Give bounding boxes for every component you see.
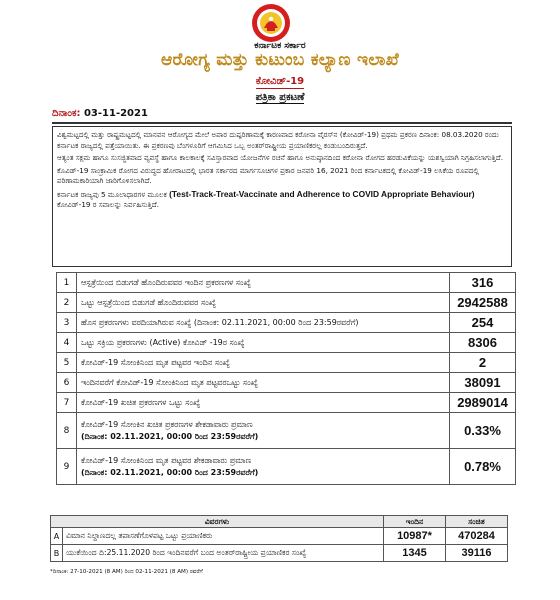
row-number: 4 [57, 333, 77, 353]
row-description: ಹೊಸ ಪ್ರಕರಣಗಳು ವರದಿಯಾಗಿರುವ ಸಂಖ್ಯೆ (ದಿನಾಂಕ: 02.11.2021, 00:00 ರಿಂದ 23:59ರವರೆಗೆ) [77, 313, 450, 333]
row-number: 7 [57, 393, 77, 413]
row-cumulative-value: 470284 [446, 528, 508, 545]
row-number: 2 [57, 293, 77, 313]
table-row [57, 449, 516, 485]
row-number: 3 [57, 313, 77, 333]
department-title: ಆರೋಗ್ಯ ಮತ್ತು ಕುಟುಂಬ ಕಲ್ಯಾಣ ಇಲಾಖೆ [160, 50, 400, 70]
table-row [57, 413, 516, 449]
row-value: 0.78% [450, 449, 516, 485]
row-key: A [51, 528, 63, 545]
row-number: 9 [57, 449, 77, 485]
row-number: 8 [57, 413, 77, 449]
release-date [52, 108, 148, 119]
intro-p4-pre: ಕರ್ನಾಟಕ ರಾಜ್ಯವು 5 ಮೂಲಾಧಾರಗಳ ಮೂಲಕ [57, 189, 170, 199]
row-cumulative-value: 39116 [446, 545, 508, 562]
government-name: ಕರ್ನಾಟಕ ಸರ್ಕಾರ [254, 41, 306, 51]
table-row [57, 393, 516, 413]
table-row [57, 353, 516, 373]
row-description: ವಿಮಾನ ನಿಲ್ದಾಣದಲ್ಲ ತಪಾಸಣೆಗೊಳಪಟ್ಟ ಒಟ್ಟು ಪ್ರಯಾಣಿಕರು [63, 528, 384, 545]
table-row [57, 293, 516, 313]
table-header-row [51, 516, 508, 528]
row-description [77, 449, 450, 485]
table-row [51, 528, 508, 545]
row-description: ಕೋವಿಡ್-19 ಸೋಂಕಿನಿಂದ ಮೃತ ಪಟ್ಟವರ ಇಂದಿನ ಸಂಖ್ಯೆ [77, 353, 450, 373]
table-row [57, 313, 516, 333]
date-value: 03-11-2021 [83, 108, 148, 119]
intro-p4-post: ಕೋವಿಡ್-19 ರ ಸವಾಲನ್ನು ನಿರ್ವಹಿಸುತ್ತಿದೆ. [57, 200, 160, 209]
date-label: ದಿನಾಂಕ: [52, 108, 81, 119]
row-key: B [51, 545, 63, 562]
row-value: 254 [450, 313, 516, 333]
footnote: *ದಿನಾಂಕ: 27-10-2021 (8 AM) ರಿಂದ 02-11-2021 (8 AM) ರವರೆಗೆ [50, 569, 203, 575]
intro-paragraph-1: ವಿಶ್ವಮಟ್ಟದಲ್ಲಿ ಮತ್ತು ರಾಷ್ಟ್ರಮಟ್ಟದಲ್ಲಿ ಮಾನವನ ಆರೋಗ್ಯದ ಮೇಲೆ ಅಪಾರ ದುಷ್ಪರಿಣಾಮಕ್ಕೆ ಕಾರಣವಾದ ಕರೋನಾ ವೈರಸ್‌ನ (ಕೋವಿಡ್-19) ಪ್ರಥಮ ಪ್ರಕರಣ ದಿನಾಂಕ: 08.03.2020 ರಂದು ಕರ್ನಾಟಕ ರಾಜ್ಯದಲ್ಲಿ ಪತ್ತೆಯಾಯಿತು. ಈ ಪ್ರಕರಣವು ಬೆಂಗಳೂರಿಗೆ ಆಗಮಿಸಿದ ಒಬ್ಬ ಅಂತರ್‌ರಾಷ್ಟ್ರೀಯ ಪ್ರಯಾಣಿಕರಲ್ಲ ಕಂಡುಬಂದಿರುತ್ತದೆ. [57, 130, 499, 150]
row-value: 2989014 [450, 393, 516, 413]
travellers-table [50, 515, 508, 562]
press-release-heading [0, 92, 560, 103]
intro-p4-en: (Test-Track-Treat-Vaccinate and Adherence to COVID Appropriate Behaviour) [169, 188, 475, 199]
header-cumulative: ಸಂಚಿತ [446, 516, 508, 528]
intro-paragraph-2: ಆತ್ಯಂತ ಸಕ್ಷಮ ಹಾಗೂ ಸುಸಜ್ಜಿತವಾದ ವ್ಯವಸ್ಥೆ ಹಾಗೂ ಕಾಲಕಾಲಕ್ಕೆ ಸವಿಸ್ತಾರವಾದ ಯೋಜನೆಗಳ ರಚನೆ ಹಾಗೂ ಅನುಷ್ಠಾನದಿಂದ ಕರೋನಾ ರೋಗದ ಹರಡುವಿಕೆಯನ್ನು ಯಶಸ್ವಿಯಾಗಿ ನಿಗ್ರಹಿಸಲಾಗುತ್ತಿದೆ. [57, 153, 503, 162]
intro-paragraph-4 [57, 189, 507, 211]
row-today-value: 10987* [384, 528, 446, 545]
row-value: 316 [450, 273, 516, 293]
row-number: 1 [57, 273, 77, 293]
divider [52, 122, 512, 124]
table-row [57, 333, 516, 353]
header-today: ಇಂದಿನ [384, 516, 446, 528]
row-value: 0.33% [450, 413, 516, 449]
row-description: ಕೋವಿಡ್-19 ಖಚಿತ ಪ್ರಕರಣಗಳ ಒಟ್ಟು ಸಂಖ್ಯೆ [77, 393, 450, 413]
covid-heading [0, 76, 560, 87]
row-description: ಆಸ್ಪತ್ರೆಯಿಂದ ಬಿಡುಗಡೆ ಹೊಂದಿರುವವರ ಇಂದಿನ ಪ್ರಕರಣಗಳ ಸಂಖ್ಯೆ [77, 273, 450, 293]
row-number: 5 [57, 353, 77, 373]
row-value: 2942588 [450, 293, 516, 313]
row-description: ಇಂದಿನವರೆಗೆ ಕೋವಿಡ್-19 ಸೋಂಕಿನಿಂದ ಮೃತ ಪಟ್ಟವರಒಟ್ಟು ಸಂಖ್ಯೆ [77, 373, 450, 393]
row-description-main: ಕೋವಿಡ್-19 ಸೋಂಕಿನ ಖಚಿತ ಪ್ರಕರಣಗಳ ಶೇಕಡಾವಾರು ಪ್ರಮಾಣ [81, 419, 253, 429]
header-details: ವಿವರಗಳು [51, 516, 384, 528]
row-description [77, 413, 450, 449]
row-value: 38091 [450, 373, 516, 393]
intro-box [52, 126, 512, 267]
row-description-sub: (ದಿನಾಂಕ: 02.11.2021, 00:00 ರಿಂದ 23:59ರವರೆಗೆ) [81, 431, 259, 441]
row-number: 6 [57, 373, 77, 393]
table-row [51, 545, 508, 562]
covid-stats-table [56, 272, 516, 485]
row-description: ಒಟ್ಟು ಆಸ್ಪತ್ರೆಯಿಂದ ಬಿಡುಗಡೆ ಹೊಂದಿರುವವರ ಸಂಖ್ಯೆ [77, 293, 450, 313]
row-description: ಯುಕೆಯಿಂದ ದಿ:25.11.2020 ರಿಂದ ಇಂದಿನವರೆಗೆ ಬಂದ ಅಂತರ್‌ರಾಷ್ಟ್ರೀಯ ಪ್ರಯಾಣಿಕರ ಸಂಖ್ಯೆ [63, 545, 384, 562]
karnataka-emblem-icon [247, 2, 295, 44]
table-row [57, 273, 516, 293]
intro-paragraph-3: ಕೊವಿಡ್-19 ಸಾಂಕ್ರಾಮಿಕ ರೋಗದ ವಿರುದ್ಧದ ಹೋರಾಟದಲ್ಲಿ ಭಾರತ ಸರ್ಕಾರದ ಮಾರ್ಗಸೂಚಿಗಳ ಪ್ರಕಾರ ಜನವರಿ 16, 2021 ರಿಂದ ಕರ್ನಾಟಕದಲ್ಲಿ ಕೋವಿಡ್-19 ಲಸಿಕೆಯ ರೂಪದಲ್ಲಿ ಪರಿಣಾಮಕಾರಿಯಾಗಿ ಜಾರಿಗೊಳಿಸಲಾಗಿದೆ. [57, 165, 479, 185]
row-today-value: 1345 [384, 545, 446, 562]
row-description-sub: (ದಿನಾಂಕ: 02.11.2021, 00:00 ರಿಂದ 23:59ರವರೆಗೆ) [81, 467, 259, 477]
row-description-main: ಕೋವಿಡ್-19 ಸೋಂಕಿನಿಂದ ಮೃತ ಪಟ್ಟವರ ಶೇಕಡಾವಾರು ಪ್ರಮಾಣ [81, 455, 252, 465]
table-row [57, 373, 516, 393]
covid-heading-text: ಕೋವಿಡ್-19 [255, 76, 305, 87]
press-release-text: ಪತ್ರಿಕಾ ಪ್ರಕಟಣೆ [255, 92, 305, 103]
row-value: 8306 [450, 333, 516, 353]
row-description: ಒಟ್ಟು ಸಕ್ರಿಯ ಪ್ರಕರಣಗಳು (Active) ಕೋವಿಡ್ -19ರ ಸಂಖ್ಯೆ [77, 333, 450, 353]
row-value: 2 [450, 353, 516, 373]
